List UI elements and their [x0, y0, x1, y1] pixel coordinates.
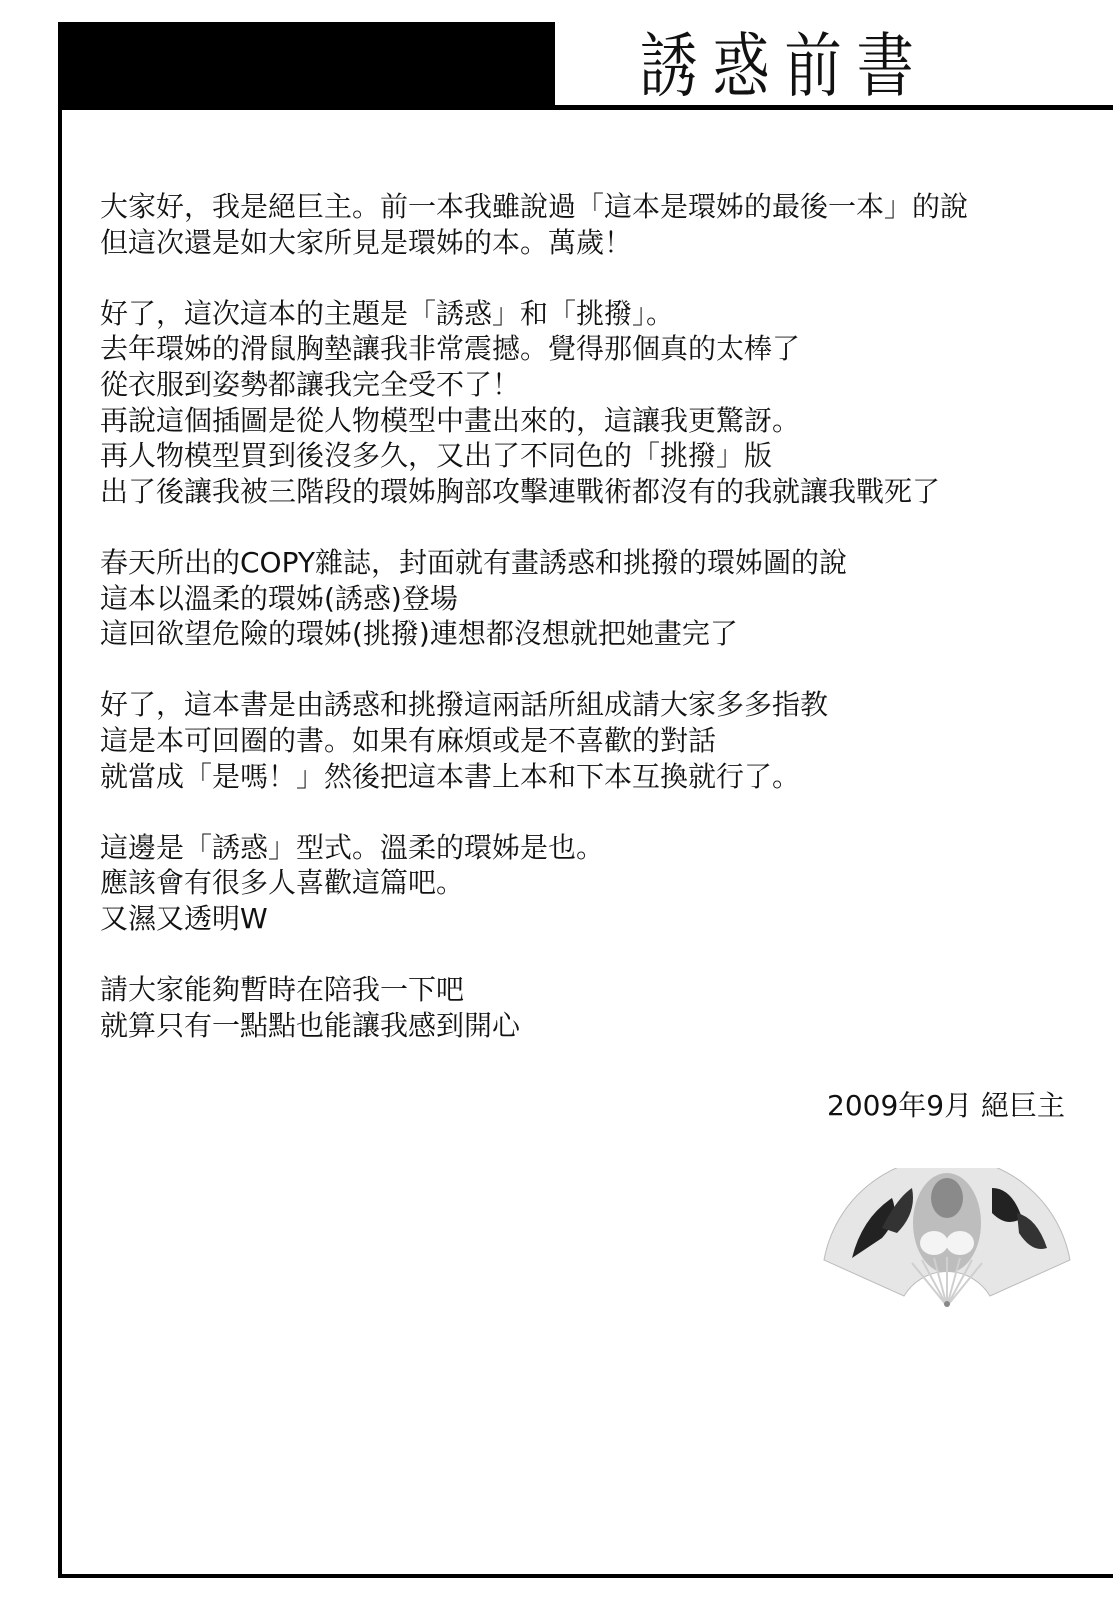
- blank-line: [100, 509, 968, 545]
- signature: 2009年9月 絕巨主: [827, 1089, 1065, 1122]
- blank-line: [100, 794, 968, 830]
- text-line: 就算只有一點點也能讓我感到開心: [100, 1008, 521, 1042]
- blank-line: [100, 260, 968, 296]
- text-line: 出了後讓我被三階段的環姊胸部攻擊連戰術都沒有的我就讓我戰死了: [100, 474, 941, 508]
- text-line: 去年環姊的滑鼠胸墊讓我非常震撼。覺得那個真的太棒了: [100, 332, 801, 366]
- header-black-bar: [58, 22, 555, 110]
- text-line: 就當成「是嗎！」然後把這本書上本和下本互換就行了。: [100, 759, 801, 793]
- text-line: 這邊是「誘惑」型式。溫柔的環姊是也。: [100, 830, 605, 864]
- page-title: 誘惑前書: [640, 25, 929, 107]
- afterword-body: [100, 189, 968, 1043]
- text-line: 從衣服到姿勢都讓我完全受不了！: [100, 367, 521, 401]
- text-line: 這是本可回圈的書。如果有麻煩或是不喜歡的對話: [100, 723, 717, 757]
- text-line: 再說這個插圖是從人物模型中畫出來的，這讓我更驚訝。: [100, 403, 801, 437]
- blank-line: [100, 936, 968, 972]
- text-line: 應該會有很多人喜歡這篇吧。: [100, 866, 465, 900]
- scanlation-fan-logo: [822, 1168, 1072, 1308]
- text-line: 再人物模型買到後沒多久，又出了不同色的「挑撥」版: [100, 439, 773, 473]
- text-line: 這回欲望危險的環姊(挑撥)連想都沒想就把她畫完了: [100, 617, 738, 651]
- text-line: 又濕又透明W: [100, 901, 268, 935]
- text-line: 春天所出的COPY雜誌，封面就有畫誘惑和挑撥的環姊圖的說: [100, 545, 847, 579]
- text-line: 好了，這次這本的主題是「誘惑」和「挑撥」。: [100, 296, 675, 330]
- text-line: 這本以溫柔的環姊(誘惑)登場: [100, 581, 458, 615]
- blank-line: [100, 652, 968, 688]
- text-line: 大家好，我是絕巨主。前一本我雖說過「這本是環姊的最後一本」的說: [100, 190, 969, 223]
- text-line: 但這次還是如大家所見是環姊的本。萬歲！: [100, 225, 633, 259]
- text-line: 好了，這本書是由誘惑和挑撥這兩話所組成請大家多多指教: [100, 688, 829, 722]
- text-line: 請大家能夠暫時在陪我一下吧: [100, 973, 465, 1007]
